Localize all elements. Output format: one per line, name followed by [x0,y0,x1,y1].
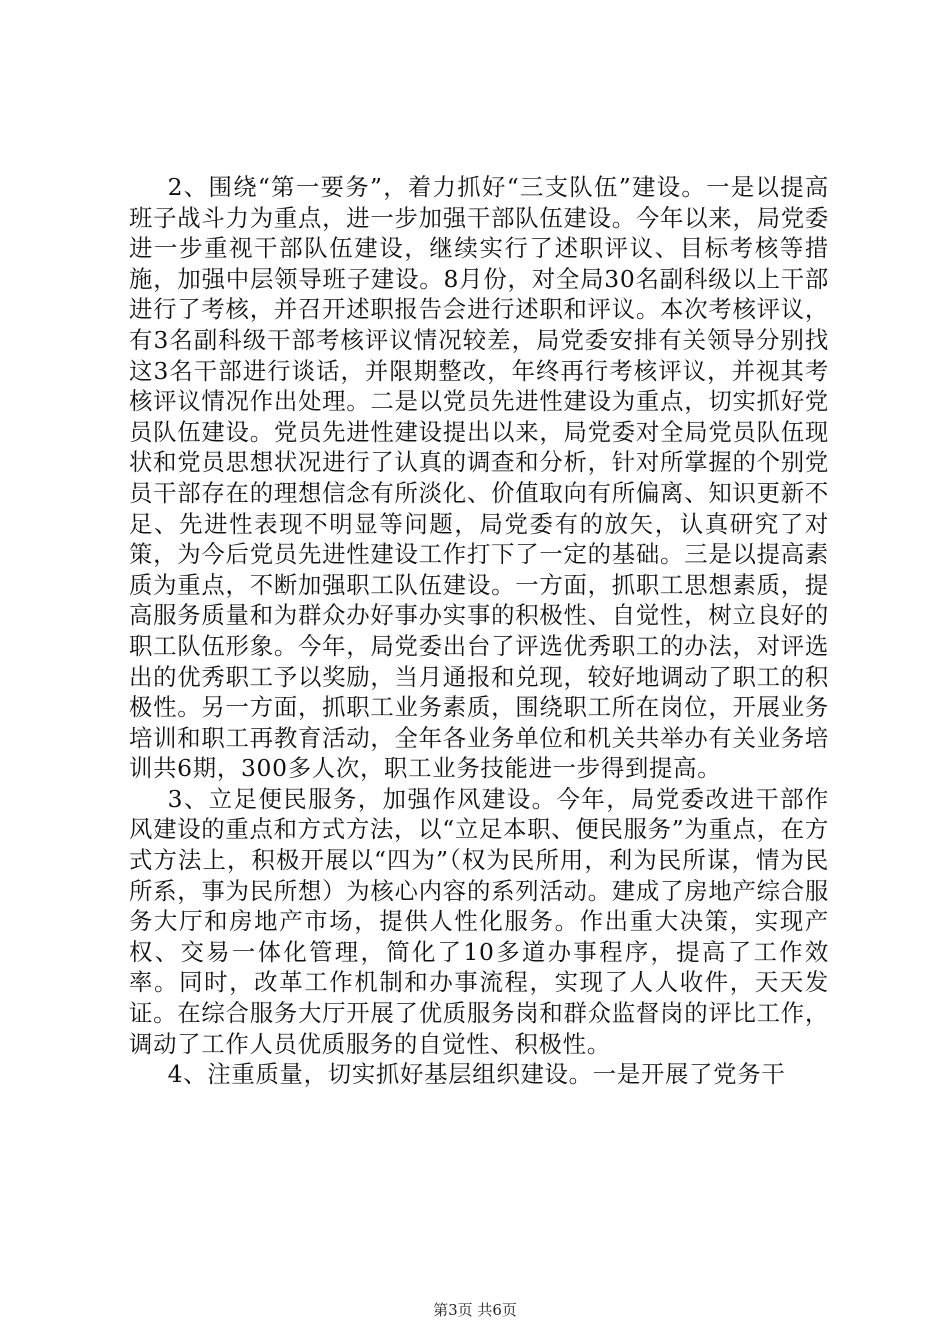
document-body [129,172,829,1090]
paragraph-grassroots-organization: 4、注重质量，切实抓好基层组织建设。一是开展了党务干 [167,1060,786,1089]
paragraph-work-style: 3、立足便民服务，加强作风建设。今年，局党委改进干部作风建设的重点和方式方法，以“立足本职、便民服务”为重点，在方式方法上，积极开展以“四为”（权为民所用，利为民所谋，情为民所系，事为民所想）为核心内容的系列活动。建成了房地产综合服务大厅和房地产市场，提供人性化服务。作出重大决策，实现产权、交易一体化管理，简化了10多道办事程序，提高了工作效率。同时，改革工作机制和办事流程，实现了人人收件，天天发证。在综合服务大厅开展了优质服务岗和群众监督岗的评比工作，调动了工作人员优质服务的自觉性、积极性。 [129,784,829,1058]
paragraph-team-building: 2、围绕“第一要务”，着力抓好“三支队伍”建设。一是以提高班子战斗力为重点，进一步加强干部队伍建设。今年以来，局党委进一步重视干部队伍建设，继续实行了述职评议、目标考核等措施，加强中层领导班子建设。8月份，对全局30名副科级以上干部进行了考核，并召开述职报告会进行述职和评议。本次考核评议，有3名副科级干部考核评议情况较差，局党委安排有关领导分别找这3名干部进行谈话，并限期整改，年终再行考核评议，并视其考核评议情况作出处理。二是以党员先进性建设为重点，切实抓好党员队伍建设。党员先进性建设提出以来，局党委对全局党员队伍现状和党员思想状况进行了认真的调查和分析，针对所掌握的个别党员干部存在的理想信念有所淡化、价值取向有所偏离、知识更新不足、先进性表现不明显等问题，局党委有的放矢，认真研究了对策，为今后党员先进性建设工作打下了一定的基础。三是以提高素质为重点，不断加强职工队伍建设。一方面，抓职工思想素质，提高服务质量和为群众办好事办实事的积极性、自觉性，树立良好的职工队伍形象。今年，局党委出台了评选优秀职工的办法，对评选出的优秀职工予以奖励，当月通报和兑现，较好地调动了职工的积极性。另一方面，抓职工业务素质，围绕职工所在岗位，开展业务培训和职工再教育活动，全年各业务单位和机关共举办有关业务培训共6期，300多人次，职工业务技能进一步得到提高。 [129,173,829,783]
page-number-footer: 第3页 共6页 [433,1301,517,1319]
